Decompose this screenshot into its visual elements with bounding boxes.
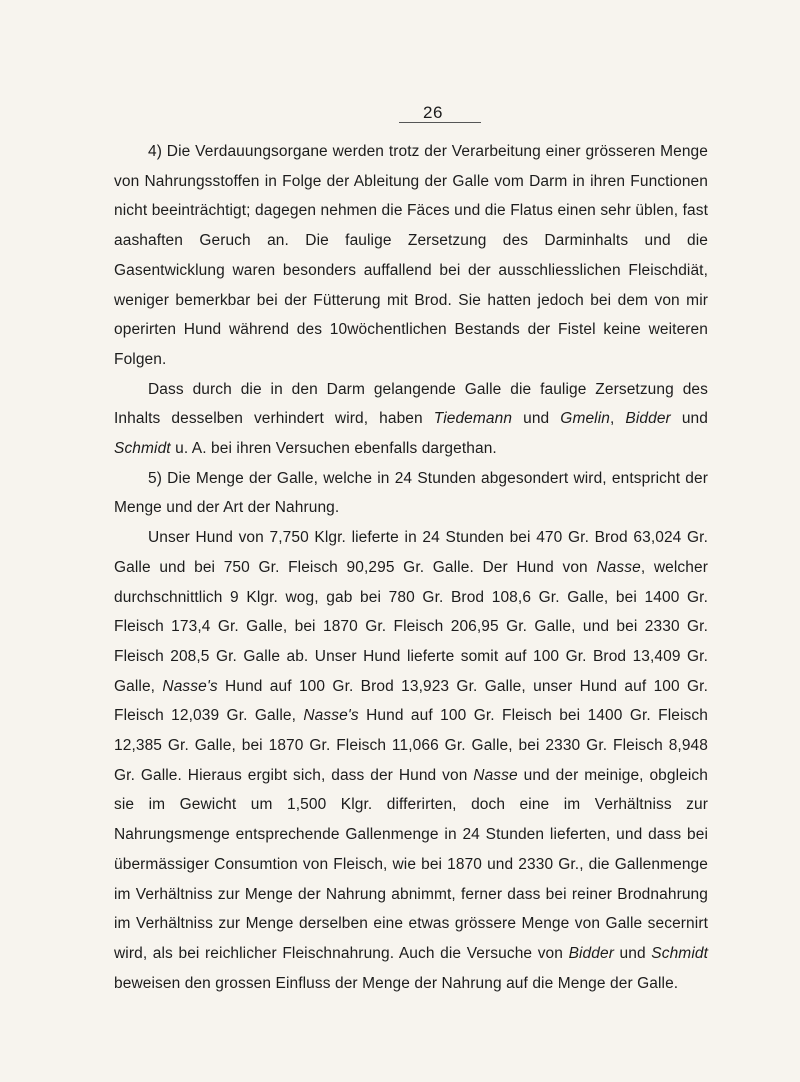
text-run: und: [670, 410, 708, 428]
text-run: 4) Die Verdauungsorgane werden trotz der Verarbeitung einer grösseren Menge von Nahrungsstoffen in Folge der Ableitung der Galle vom Darm in ihren Functionen nicht beeinträchtigt; dagegen nehmen die Fäces und die Flatus einen sehr üblen, fast aashaften Geruch an. Die faulige Zersetzung des Darminhalts und die Gasentwicklung waren besonders auffallend bei der ausschliesslichen Fleischdiät, weniger bemerkbar bei der Fütterung mit Brod. Sie hatten jedoch bei dem von mir operirten Hund während des 10wöchentlichen Bestands der Fistel keine weiteren Folgen.: [114, 143, 708, 368]
author-name: Schmidt: [114, 440, 171, 458]
paragraph-5-bile-quantity: [114, 464, 708, 523]
text-run: Hund auf 100 Gr. Fleisch bei 1400 Gr. Fleisch 12,385 Gr. Galle, bei 1870 Gr. Fleisch 11,066 Gr. Galle, bei 2330 Gr. Fleisch 8,948 Gr. Galle. Hieraus ergibt sich, dass der Hund von: [114, 707, 708, 784]
paragraph-dog-measurements: [114, 523, 708, 998]
page-number-rule: [399, 122, 481, 123]
author-name: Nasse's: [162, 677, 218, 695]
author-name: Nasse's: [303, 707, 359, 725]
author-name: Gmelin: [560, 410, 610, 428]
body-text: [114, 137, 708, 998]
text-run: und: [512, 410, 561, 428]
text-run: u. A. bei ihren Versuchen ebenfalls dargethan.: [170, 440, 497, 458]
text-run: 5) Die Menge der Galle, welche in 24 Stunden abgesondert wird, entspricht der Menge und der Art der Nahrung.: [114, 469, 708, 517]
author-name: Tiedemann: [433, 410, 513, 428]
text-run: , welcher durchschnittlich 9 Klgr. wog, gab bei 780 Gr. Brod 108,6 Gr. Galle, bei 1400 Gr. Fleisch 173,4 Gr. Galle, bei 1870 Gr. Fleisch 206,95 Gr. Galle, und bei 2330 Gr. Fleisch 208,5 Gr. Galle ab. Unser Hund lieferte somit auf 100 Gr. Brod 13,409 Gr. Galle,: [114, 558, 708, 695]
text-run: und: [613, 944, 652, 962]
author-name: Nasse: [596, 558, 641, 576]
author-name: Bidder: [568, 944, 614, 962]
text-run: beweisen den grossen Einfluss der Menge der Nahrung auf die Menge der Galle.: [114, 974, 679, 992]
paragraph-bile-prevents-decomposition: [114, 375, 708, 464]
text-run: Unser Hund von 7,750 Klgr. lieferte in 24 Stunden bei 470 Gr. Brod 63,024 Gr. Galle und bei 750 Gr. Fleisch 90,295 Gr. Galle. Der Hund von: [114, 529, 708, 576]
text-run: und der meinige, obgleich sie im Gewicht um 1,500 Klgr. differirten, doch eine im Verhältniss zur Nahrungsmenge entsprechende Gallenmenge in 24 Stunden lieferten, und dass bei übermässiger Consumtion von Fleisch, wie bei 1870 und 2330 Gr., die Gallenmenge im Verhältniss zur Menge der Nahrung abnimmt, ferner dass bei reiner Brodnahrung im Verhältniss zur Menge derselben eine etwas grössere Menge von Galle secernirt wird, als bei reichlicher Fleischnahrung. Auch die Versuche von: [114, 766, 708, 962]
author-name: Bidder: [625, 410, 671, 428]
author-name: Schmidt: [651, 944, 708, 962]
author-name: Nasse: [473, 766, 518, 784]
text-run: Hund auf 100 Gr. Brod 13,923 Gr. Galle, unser Hund auf 100 Gr. Fleisch 12,039 Gr. Galle,: [114, 677, 708, 725]
text-run: ,: [609, 410, 626, 428]
text-run: Dass durch die in den Darm gelangende Galle die faulige Zersetzung des Inhalts desselben verhindert wird, haben: [114, 380, 708, 428]
paragraph-4-digestive-organs: [114, 137, 708, 375]
page-number: 26: [423, 103, 443, 122]
